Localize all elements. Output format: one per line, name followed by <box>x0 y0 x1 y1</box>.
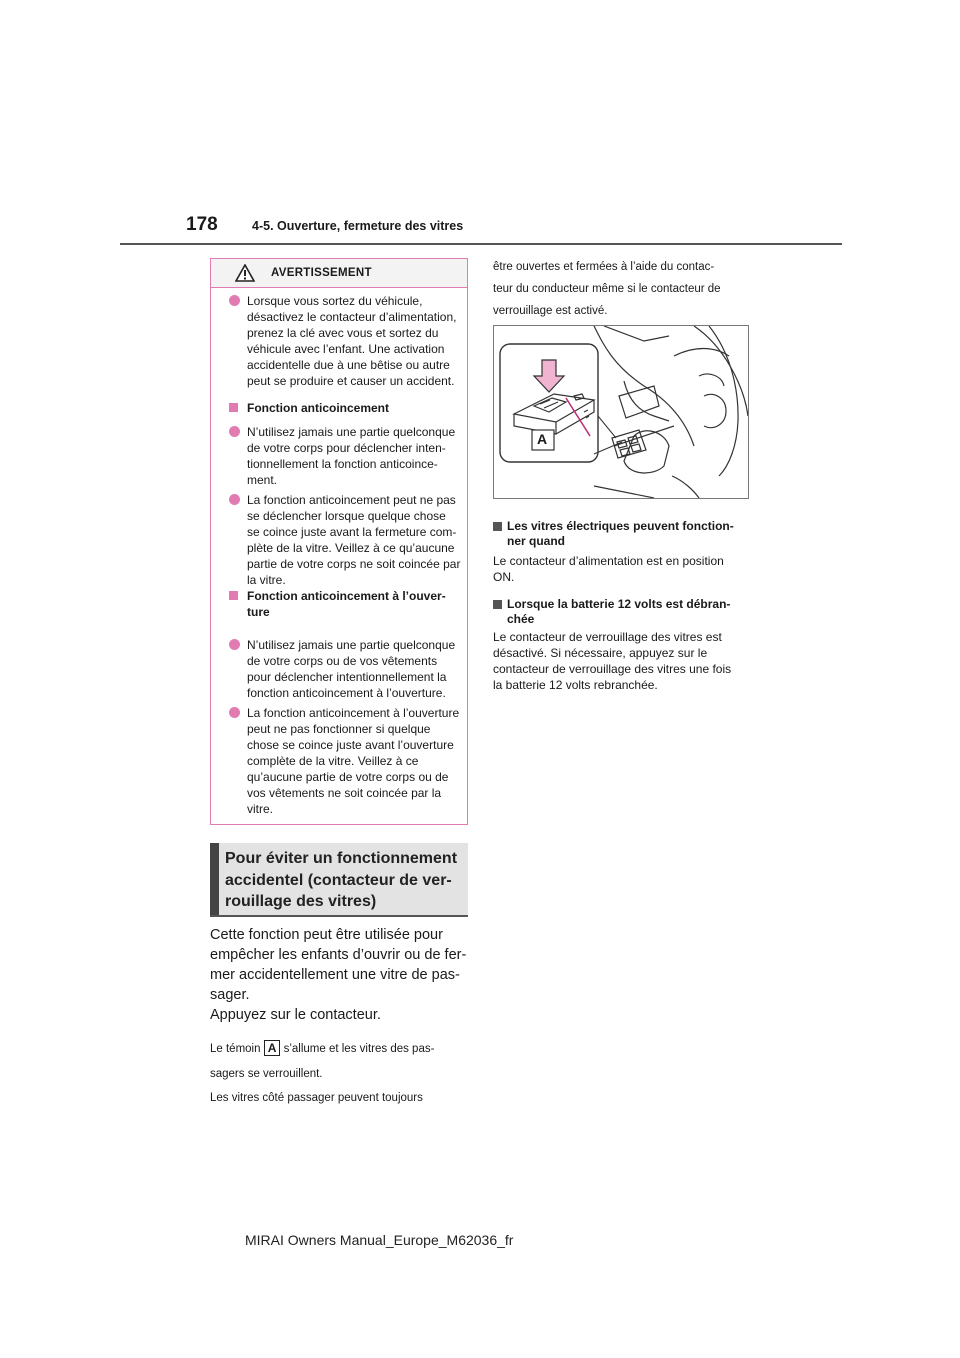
text-line: sager. <box>210 987 250 1003</box>
warning-text-line: qu’aucune partie de votre corps ou de <box>247 770 449 784</box>
warning-text-line: de votre corps ou de vos vêtements <box>247 654 438 668</box>
text-span: s’allume et les vitres des pas- <box>283 1043 435 1055</box>
warning-triangle-icon <box>235 264 255 282</box>
text-line: la batterie 12 volts rebranchée. <box>493 678 658 692</box>
section-heading-line: accidentel (contacteur de ver- <box>225 871 452 889</box>
subsection-1-text <box>493 553 724 585</box>
continued-text <box>493 256 721 322</box>
body-paragraph-2: Appuyez sur le contacteur. <box>210 1007 381 1023</box>
square-bullet-icon <box>493 600 502 609</box>
warning-text-line: complète de la vitre. Veillez à ce <box>247 754 419 768</box>
subsection-title-line: chée <box>507 612 535 626</box>
subsection-power-windows <box>493 519 734 549</box>
section-heading-rule <box>210 915 468 917</box>
subsection-title-line: ner quand <box>507 534 566 548</box>
subsection-battery <box>493 597 730 627</box>
warning-text-line: peut ne pas fonctionner si quelque <box>247 722 431 736</box>
text-line: Cette fonction peut être utilisée pour <box>210 927 443 943</box>
warning-item <box>229 293 456 389</box>
warning-text-line: chose se coince juste avant l’ouverture <box>247 738 454 752</box>
text-line: contacteur de verrouillage des vitres une fois <box>493 662 732 676</box>
warning-header <box>211 259 467 288</box>
warning-subheading <box>229 400 389 416</box>
warning-box <box>210 258 468 825</box>
circle-bullet-icon <box>229 707 240 718</box>
page-number: 178 <box>186 214 218 235</box>
label-a-badge: A <box>264 1040 281 1056</box>
warning-text-line: se déclencher lorsque quelque chose <box>247 509 446 523</box>
warning-text-line: peut se produire et causer un accident. <box>247 374 455 388</box>
warning-text-line: accidentelle due à une bêtise ou autre <box>247 358 450 372</box>
warning-text-line: véhicule avec l’enfant. Une activation <box>247 342 445 356</box>
circle-bullet-icon <box>229 639 240 650</box>
warning-text-line: prenez la clé avec vous et sortez du <box>247 326 439 340</box>
body-paragraph-1 <box>210 925 466 1005</box>
warning-text-line: ture <box>247 605 270 619</box>
warning-text-line: N’utilisez jamais une partie quelconque <box>247 425 456 439</box>
warning-text-line: partie de votre corps ne soit coincée par <box>247 557 461 571</box>
warning-item <box>229 705 459 817</box>
section-heading-line: Pour éviter un fonctionnement <box>225 850 458 867</box>
warning-text-line: pour déclencher intentionnellement la <box>247 670 447 684</box>
text-line: être ouvertes et fermées à l’aide du contac- <box>493 261 715 273</box>
illustration-drawing <box>494 326 748 498</box>
warning-text-line: se coince juste avant la fermeture com- <box>247 525 457 539</box>
warning-text-line: ment. <box>247 473 278 487</box>
text-line: empêcher les enfants d’ouvrir ou de fer- <box>210 947 467 963</box>
subsection-title-line: Lorsque la batterie 12 volts est débran- <box>507 597 731 611</box>
indicator-line-2: sagers se verrouillent. <box>210 1068 323 1080</box>
warning-text-line: La fonction anticoincement peut ne pas <box>247 493 456 507</box>
subsection-title-line: Les vitres électriques peuvent fonction- <box>507 519 734 533</box>
warning-text-line: de votre corps pour déclencher inten- <box>247 441 446 455</box>
square-bullet-icon <box>229 591 238 600</box>
square-bullet-icon <box>493 522 502 531</box>
window-lock-switch-illustration <box>493 325 749 499</box>
text-line: ON. <box>493 570 515 584</box>
circle-bullet-icon <box>229 494 240 505</box>
text-line: Le contacteur d’alimentation est en position <box>493 554 724 568</box>
warning-subheading <box>229 588 446 620</box>
circle-bullet-icon <box>229 295 240 306</box>
warning-text-line: la vitre. <box>247 573 286 587</box>
header-rule <box>120 243 842 245</box>
square-bullet-icon <box>229 403 238 412</box>
footer-text: MIRAI Owners Manual_Europe_M62036_fr <box>245 1232 514 1248</box>
indicator-line <box>210 1040 434 1057</box>
section-heading-bar <box>210 843 219 917</box>
subsection-2-text <box>493 629 731 693</box>
warning-text-line: vos vêtements ne soit coincée par la <box>247 786 442 800</box>
text-line: Le contacteur de verrouillage des vitres est <box>493 630 722 644</box>
text-span: Le témoin <box>210 1043 261 1055</box>
warning-item <box>229 424 455 488</box>
warning-text-line: Fonction anticoincement à l’ouver- <box>247 589 446 603</box>
warning-text-line: désactivez le contacteur d’alimentation, <box>247 310 457 324</box>
warning-text-line: plète de la vitre. Veillez à ce qu’aucune <box>247 541 455 555</box>
warning-text-line: N’utilisez jamais une partie quelconque <box>247 638 456 652</box>
illustration-label-a: A <box>537 431 548 447</box>
text-line: désactivé. Si nécessaire, appuyez sur le <box>493 646 708 660</box>
warning-text-line: Fonction anticoincement <box>247 401 390 415</box>
warning-title: AVERTISSEMENT <box>271 267 372 279</box>
passenger-line: Les vitres côté passager peuvent toujours <box>210 1092 423 1104</box>
circle-bullet-icon <box>229 426 240 437</box>
section-heading-text <box>225 848 465 913</box>
warning-text-line: Lorsque vous sortez du véhicule, <box>247 294 423 308</box>
text-line: verrouillage est activé. <box>493 305 608 317</box>
warning-text-line: La fonction anticoincement à l’ouverture <box>247 706 460 720</box>
warning-text-line: vitre. <box>247 802 274 816</box>
warning-text-line: fonction anticoincement à l’ouverture. <box>247 686 446 700</box>
section-title: 4-5. Ouverture, fermeture des vitres <box>252 219 464 233</box>
warning-item <box>229 637 455 701</box>
text-line: mer accidentellement une vitre de pas- <box>210 967 460 983</box>
section-heading <box>210 843 468 917</box>
section-heading-line: rouillage des vitres) <box>225 893 377 910</box>
warning-item <box>229 492 460 588</box>
warning-text-line: tionnellement la fonction anticoince- <box>247 457 438 471</box>
text-line: teur du conducteur même si le contacteur de <box>493 283 721 295</box>
